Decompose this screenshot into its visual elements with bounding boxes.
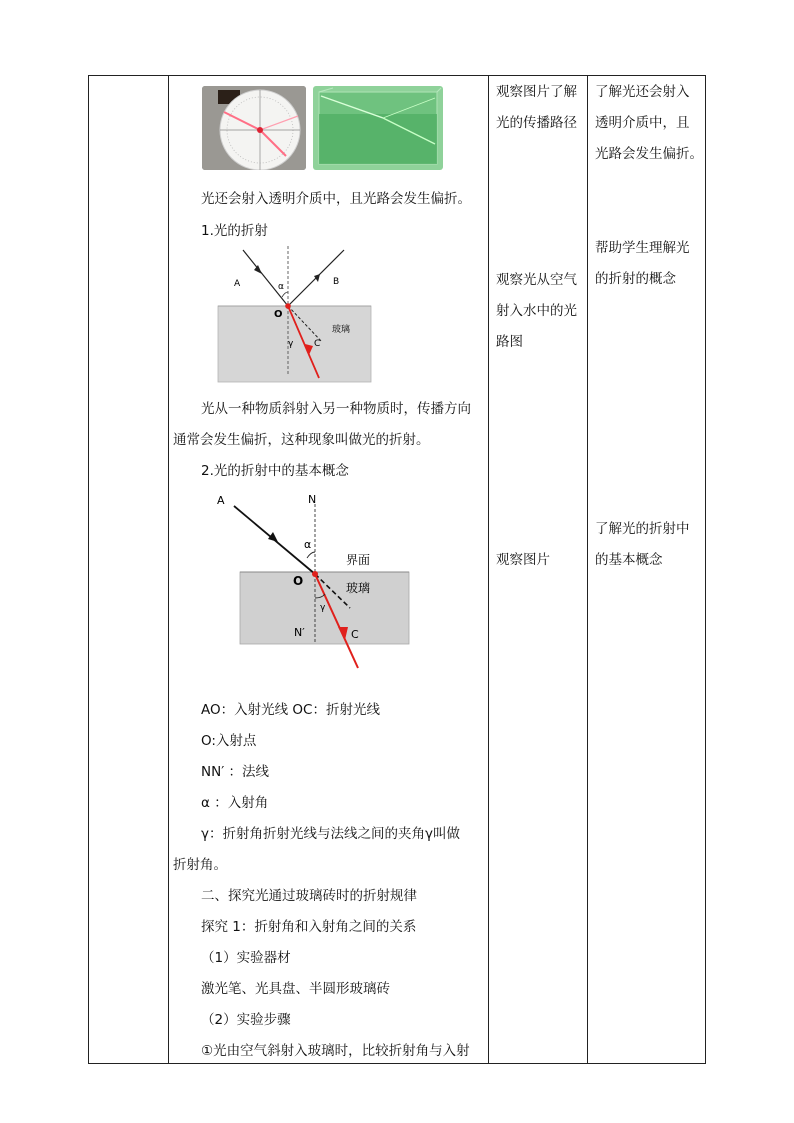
svg-text:O: O xyxy=(274,309,283,320)
svg-text:O: O xyxy=(293,574,304,588)
svg-text:A: A xyxy=(234,279,241,289)
svg-text:α: α xyxy=(278,282,284,292)
svg-text:γ: γ xyxy=(288,339,294,349)
heading-basic-concepts: 2.光的折射中的基本概念 xyxy=(201,463,349,479)
incidence-point xyxy=(285,303,291,309)
ao-oc-line: AO：入射光线 OC：折射光线 xyxy=(201,702,380,718)
svg-text:C: C xyxy=(314,339,321,349)
step-1-text: ①光由空气斜射入玻璃时，比较折射角与入射 xyxy=(201,1043,470,1059)
steps-heading: （2）实验步骤 xyxy=(201,1012,291,1028)
intro-text: 光还会射入透明介质中，且光路会发生偏折。 xyxy=(201,191,471,207)
water-tank-photo xyxy=(313,86,443,170)
refraction-diagram-2 xyxy=(210,486,420,676)
svg-text:玻璃: 玻璃 xyxy=(332,325,351,335)
refraction-angle-line-1: γ：折射角折射光线与法线之间的夹角γ叫做 xyxy=(201,826,460,842)
normal-line-text: NN′ ：法线 xyxy=(201,764,270,780)
refraction-angle-line-2: 折射角。 xyxy=(173,857,227,873)
student-activity-3: 观察图片 xyxy=(496,552,550,568)
definition-line-2: 通常会发生偏折，这种现象叫做光的折射。 xyxy=(173,432,430,448)
student-activity-2: 观察光从空气 射入水中的光 路图 xyxy=(496,272,577,350)
column-divider xyxy=(168,76,169,1063)
incidence-point-line: O:入射点 xyxy=(201,733,257,749)
refraction-diagram-1 xyxy=(210,242,380,384)
column-divider xyxy=(587,76,588,1063)
section-two-heading: 二、探究光通过玻璃砖时的折射规律 xyxy=(201,888,417,904)
svg-text:界面: 界面 xyxy=(346,553,371,567)
svg-text:C: C xyxy=(351,628,359,641)
svg-text:α: α xyxy=(304,538,312,551)
heading-refraction: 1.光的折射 xyxy=(201,223,268,239)
design-intent-1: 了解光还会射入 透明介质中，且 光路会发生偏折。 xyxy=(595,84,703,162)
column-divider xyxy=(488,76,489,1063)
glass-block xyxy=(218,306,371,382)
incidence-point xyxy=(312,571,318,577)
svg-text:B: B xyxy=(333,277,340,287)
incidence-angle-line: α ：入射角 xyxy=(201,795,269,811)
materials-text: 激光笔、光具盘、半圆形玻璃砖 xyxy=(201,981,390,997)
svg-text:γ: γ xyxy=(320,603,326,613)
design-intent-2: 帮助学生理解光 的折射的概念 xyxy=(595,240,690,287)
student-activity-1: 观察图片了解 光的传播路径 xyxy=(496,84,577,131)
svg-text:玻璃: 玻璃 xyxy=(346,581,371,595)
optical-disk-photo xyxy=(202,86,306,170)
svg-text:N: N xyxy=(308,493,317,506)
svg-text:N′: N′ xyxy=(294,626,305,639)
design-intent-3: 了解光的折射中 的基本概念 xyxy=(595,521,690,568)
definition-line-1: 光从一种物质斜射入另一种物质时，传播方向 xyxy=(201,401,471,417)
materials-heading: （1）实验器材 xyxy=(201,950,291,966)
incident-ray xyxy=(243,250,288,306)
svg-text:A: A xyxy=(217,494,225,507)
explore-1-heading: 探究 1：折射角和入射角之间的关系 xyxy=(201,919,417,935)
